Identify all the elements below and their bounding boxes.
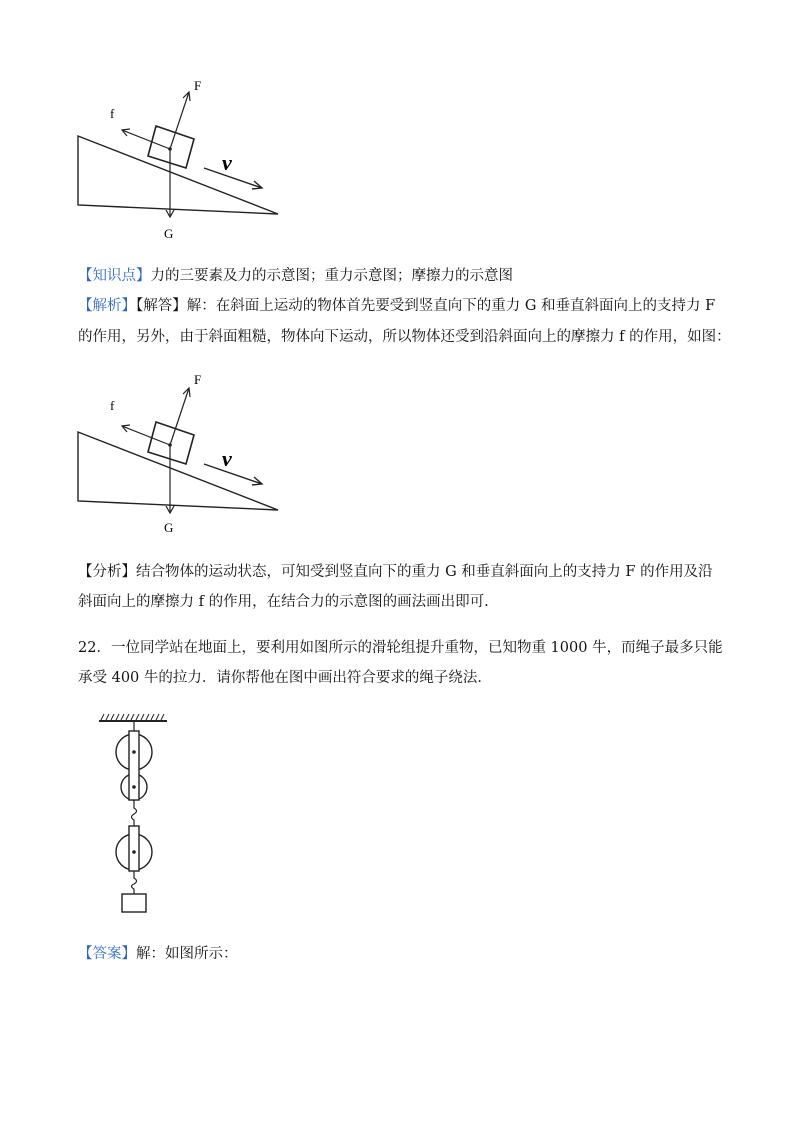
pulley-system-diagram — [95, 712, 175, 917]
label-f: f — [110, 106, 115, 121]
fixed-pulley-frame — [129, 731, 139, 800]
analysis-tag: 【解析】 — [78, 298, 136, 314]
fixed-pulley-axle-2 — [132, 785, 136, 789]
answer-line — [78, 944, 238, 964]
hook-lower — [132, 871, 137, 894]
analysis-line-2: 的作用，另外，由于斜面粗糙，物体向下运动，所以物体还受到沿斜面向上的摩擦力 f 的作用，如图： — [78, 329, 731, 345]
velocity-arrow — [204, 168, 262, 188]
label-v: v — [222, 150, 232, 175]
label-v: v — [222, 446, 232, 471]
analysis-line-1 — [78, 296, 715, 316]
velocity-arrow — [204, 464, 262, 484]
movable-pulley-axle — [132, 850, 136, 854]
movable-pulley-frame — [129, 826, 139, 871]
question-22-line-2: 承受 400 牛的拉力．请你帮他在图中画出符合要求的绳子绕法． — [78, 670, 492, 686]
answer-text: 解：如图所示： — [136, 946, 238, 962]
incline-force-diagram-2 — [70, 366, 290, 546]
fenxi-line-2: 斜面向上的摩擦力 f 的作用，在结合力的示意图的画法画出即可. — [78, 594, 489, 610]
knowledge-point-line — [78, 266, 513, 286]
label-f: f — [110, 398, 115, 413]
fixed-pulley-axle-1 — [132, 750, 136, 754]
label-G: G — [164, 520, 174, 535]
hook-upper — [132, 800, 137, 826]
weight-block — [122, 894, 146, 912]
label-F: F — [194, 78, 202, 93]
fenxi-line-1: 【分析】结合物体的运动状态，可知受到竖直向下的重力 G 和垂直斜面向上的支持力 F 的作用及沿 — [78, 564, 713, 580]
label-F: F — [194, 372, 202, 387]
incline-force-diagram-1 — [70, 70, 290, 250]
analysis-text-1: 【解答】解：在斜面上运动的物体首先要受到竖直向下的重力 G 和垂直斜面向上的支持力 F — [136, 298, 716, 314]
label-G: G — [164, 226, 174, 241]
ceiling — [99, 714, 167, 721]
question-22-line-1: 22．一位同学站在地面上，要利用如图所示的滑轮组提升重物，已知物重 1000 牛，而绳子最多只能 — [78, 640, 723, 656]
answer-tag: 【答案】 — [78, 946, 136, 962]
knowledge-point-tag: 【知识点】 — [78, 268, 151, 284]
knowledge-point-text: 力的三要素及力的示意图；重力示意图；摩擦力的示意图 — [150, 268, 513, 284]
